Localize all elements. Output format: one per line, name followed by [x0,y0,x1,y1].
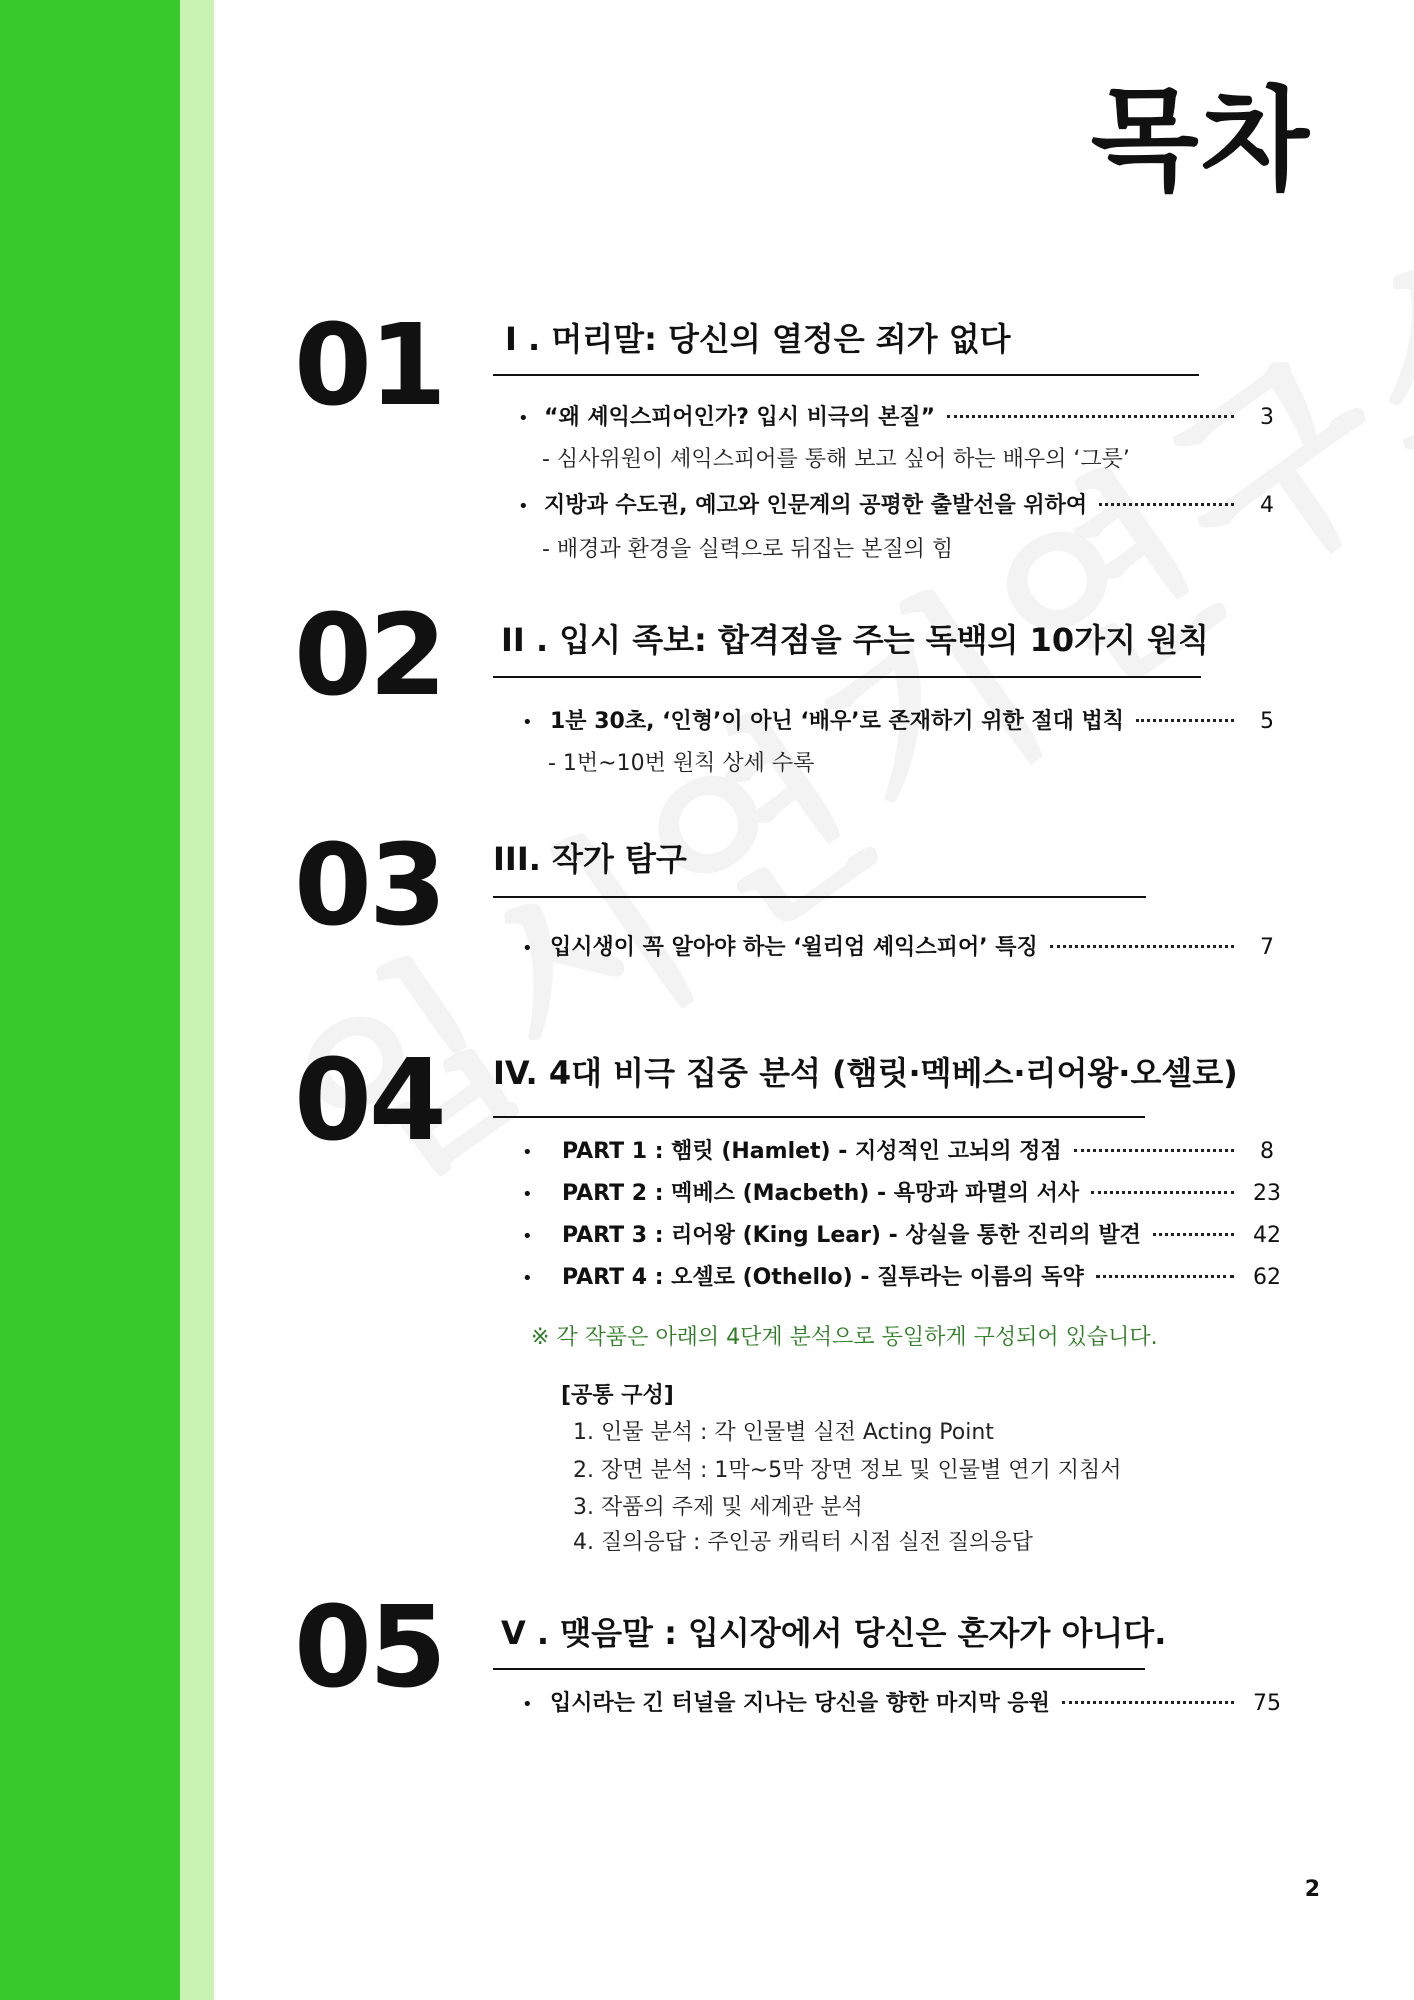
leader-dots [1062,1701,1234,1704]
toc-entry-part-2[interactable] [518,1176,1288,1207]
toc-entry-title: PART 1 : 햄릿 (Hamlet) - 지성적인 고뇌의 정점 [562,1139,1062,1164]
leader-dots [1136,719,1234,722]
leader-dots [1050,945,1234,948]
toc-page-number: 8 [1260,1139,1274,1164]
bullet: • [522,1268,533,1289]
page-title: 목차 [1090,76,1311,206]
toc-entry[interactable] [518,488,1288,519]
toc-entry-title: 입시라는 긴 터널을 지나는 당신을 향한 마지막 응원 [550,1691,1050,1716]
section-number-03: 03 [294,821,444,951]
leader-dots [1091,1191,1234,1194]
common-structure-item: 3. 작품의 주제 및 세계관 분석 [573,1495,863,1520]
toc-page-number: 62 [1253,1265,1281,1290]
bullet: • [522,938,533,959]
leader-dots [1096,1275,1234,1278]
section-heading-05: V . 맺음말 : 입시장에서 당신은 혼자가 아니다. [501,1614,1167,1652]
common-structure-item: 1. 인물 분석 : 각 인물별 실전 Acting Point [573,1420,994,1445]
toc-entry-subtitle: - 배경과 환경을 실력으로 뒤집는 본질의 힘 [542,537,954,562]
toc-entry[interactable] [518,1686,1288,1717]
toc-page-number: 5 [1260,709,1274,734]
toc-page-number: 4 [1260,493,1274,518]
section-divider [493,676,1201,678]
section-heading-01: I . 머리말: 당신의 열정은 죄가 없다 [505,320,1011,358]
toc-entry-subtitle: - 심사위원이 셰익스피어를 통해 보고 싶어 하는 배우의 ‘그릇’ [542,447,1130,472]
common-structure-title: [공통 구성] [561,1383,674,1408]
toc-entry-title: “왜 셰익스피어인가? 입시 비극의 본질” [544,405,936,430]
toc-entry-title: PART 4 : 오셀로 (Othello) - 질투라는 이름의 독약 [562,1265,1084,1290]
leader-dots [1099,503,1234,506]
bullet: • [518,408,529,429]
section-heading-02: II . 입시 족보: 합격점을 주는 독백의 10가지 원칙 [501,621,1209,659]
toc-page-number: 7 [1260,935,1274,960]
toc-entry[interactable] [518,400,1288,431]
page-number: 2 [1304,1877,1320,1902]
sidebar-light-bar [180,0,214,2000]
section-divider [493,896,1146,898]
toc-page-number: 3 [1260,405,1274,430]
leader-dots [1074,1149,1234,1152]
bullet: • [518,496,529,517]
toc-entry-part-4[interactable] [518,1260,1288,1291]
leader-dots [947,415,1234,418]
toc-entry-part-1[interactable] [518,1134,1288,1165]
structure-note: ※ 각 작품은 아래의 4단계 분석으로 동일하게 구성되어 있습니다. [531,1325,1158,1350]
section-number-01: 01 [294,301,444,431]
toc-entry[interactable] [518,704,1288,735]
common-structure-item: 4. 질의응답 : 주인공 캐릭터 시점 실전 질의응답 [573,1530,1033,1555]
common-structure-item: 2. 장면 분석 : 1막~5막 장면 정보 및 인물별 연기 지침서 [573,1458,1122,1483]
toc-entry-title: 1분 30초, ‘인형’이 아닌 ‘배우’로 존재하기 위한 절대 법칙 [550,709,1125,734]
toc-entry[interactable] [518,930,1288,961]
toc-entry-title: PART 2 : 멕베스 (Macbeth) - 욕망과 파멸의 서사 [562,1181,1080,1206]
section-number-02: 02 [294,591,444,721]
sidebar-accent-bar [0,0,180,2000]
section-number-04: 04 [294,1036,444,1166]
toc-entry-subtitle: - 1번~10번 원칙 상세 수록 [548,751,815,776]
section-heading-04: IV. 4대 비극 집중 분석 (햄릿·멕베스·리어왕·오셀로) [493,1054,1238,1092]
toc-entry-title: 입시생이 꼭 알아야 하는 ‘윌리엄 셰익스피어’ 특징 [550,935,1038,960]
section-divider [493,374,1199,376]
section-heading-03: III. 작가 탐구 [493,840,687,878]
bullet: • [522,712,533,733]
bullet: • [522,1694,533,1715]
section-number-05: 05 [294,1583,444,1713]
bullet: • [522,1184,533,1205]
toc-page-number: 75 [1253,1691,1281,1716]
bullet: • [522,1226,533,1247]
bullet: • [522,1142,533,1163]
toc-page-number: 42 [1253,1223,1281,1248]
toc-entry-title: PART 3 : 리어왕 (King Lear) - 상실을 통한 진리의 발견 [562,1223,1141,1248]
toc-entry-title: 지방과 수도권, 예고와 인문계의 공평한 출발선을 위하여 [544,493,1088,518]
toc-page-number: 23 [1253,1181,1281,1206]
section-divider [493,1668,1145,1670]
leader-dots [1153,1233,1234,1236]
toc-entry-part-3[interactable] [518,1218,1288,1249]
section-divider [493,1116,1145,1118]
